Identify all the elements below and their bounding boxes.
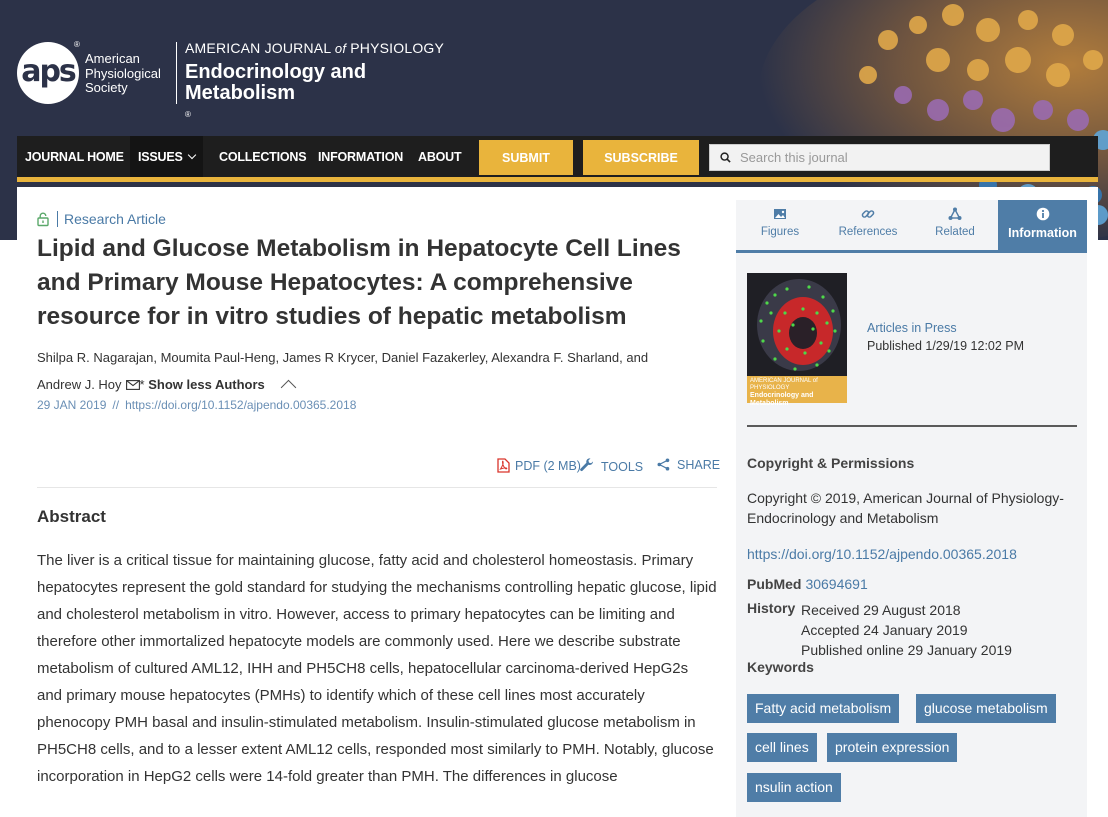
tab-label: Information [1008,226,1077,240]
authors-line-2 [37,371,727,398]
sidebar-tabs [736,200,1087,253]
cover-journal-top: AMERICAN JOURNAL of PHYSIOLOGY [750,378,818,391]
logo-divider [176,42,177,104]
author-list [37,344,727,398]
divider [747,425,1077,427]
nav-information[interactable]: INFORMATION [318,150,404,164]
article-title: Lipid and Glucose Metabolism in Hepatocyte Cell Lines and Primary Mouse Hepatocytes: A comprehensive resource for in vitro studies of hepatic metabolism [37,235,681,330]
publication-date: 29 JAN 2019 [37,398,107,412]
society-line: Physiological [85,65,161,81]
tab-label: Figures [760,226,800,238]
society-name [85,52,161,96]
journal-physiology: PHYSIOLOGY [350,40,445,56]
nav-collections[interactable]: COLLECTIONS [219,150,307,164]
info-icon [1036,207,1050,221]
keyword-tag[interactable]: glucose metabolism [916,694,1056,723]
cover-artwork [747,273,847,376]
society-line: American [85,51,140,66]
keyword-tag[interactable]: Fatty acid metabolism [747,694,899,723]
search-icon [720,152,731,163]
nav-about[interactable]: ABOUT [418,150,462,164]
pdf-icon [497,458,510,473]
pubmed-row [747,576,868,592]
cover-journal-name-2: Metabolism [750,400,789,407]
published-date: Published 1/29/19 12:02 PM [867,339,1025,353]
nav-journal-home[interactable]: JOURNAL HOME [25,150,124,164]
author-name[interactable]: Andrew J. Hoy [37,377,122,392]
tab-related[interactable] [912,200,998,250]
nav-issues[interactable] [130,136,203,177]
network-icon [948,207,962,221]
pdf-label: PDF (2 MB) [515,459,581,473]
copyright-heading: Copyright & Permissions [747,455,915,471]
copyright-text: Copyright © 2019, American Journal of Physiology-Endocrinology and Metabolism [747,490,1064,526]
registered-mark: ® [185,110,191,119]
link-icon [861,207,875,221]
journal-prefix: AMERICAN JOURNAL [185,40,331,56]
journal-title-line2 [185,83,366,130]
society-line: Society [85,80,128,95]
cover-title-band [747,376,847,407]
history-label: History [747,600,796,616]
type-separator [57,211,58,227]
keyword-tag[interactable]: protein expression [827,733,957,762]
doi-link[interactable]: https://doi.org/10.1152/ajpendo.00365.2018 [747,546,1017,562]
search-input[interactable] [740,145,1040,170]
keywords-label: Keywords [747,659,814,675]
history-received: Received 29 August 2018 [801,602,961,618]
tab-information[interactable] [998,200,1087,250]
article-type-row [37,211,166,227]
article-page [17,187,1098,817]
aps-logo[interactable]: aps [17,42,79,104]
registered-mark: ® [74,40,80,49]
tab-label: Related [935,226,975,238]
share-icon [657,458,670,471]
authors-line[interactable]: Shilpa R. Nagarajan, Moumita Paul-Heng, James R Krycer, Daniel Fazakerley, Alexandra F. Sharland, and [37,350,649,365]
cover-journal-name-1: Endocrinology and [750,392,814,399]
journal-cover-image[interactable] [747,273,847,407]
email-icon[interactable] [126,380,140,390]
abstract-text: The liver is a critical tissue for maintaining glucose, fatty acid and cholesterol homeostasis. Primary hepatocytes represent the gold standard for studying the mechanisms controlling hepatic glucose, lipid and cholesterol metabolism in vitro. However, access to primary hepatocytes can be limiting and therefore other immortalized hepatocyte models are commonly used. Here we describe substrate metabolism of cultured AML12, IHH and PH5CH8 cells, hepatocellular carcinoma-derived HepG2s and primary mouse hepatocytes (PMHs) to identify which of these cell lines most accurately phenocopy PMH basal and insulin-stimulated metabolism. Insulin-stimulated glucose metabolism in PH5CH8 cells, and to a lesser extent AML12 cells, responded most similarly to PMH. Notably, glucose incorporation in HepG2 cells were 14-fold greater than PMH. The differences in glucose [37,552,717,785]
abstract-heading: Abstract [37,507,106,526]
journal-title-line1: Endocrinology and [185,61,367,83]
submit-button[interactable]: SUBMIT [479,140,573,175]
subscribe-button[interactable]: SUBSCRIBE [583,140,699,175]
articles-in-press-link[interactable]: Articles in Press [867,321,957,335]
journal-of: of [334,41,347,56]
tools-label: TOOLS [601,460,644,474]
share-label: SHARE [677,458,721,472]
chevron-down-icon [187,151,195,159]
share-button[interactable] [657,458,720,472]
keyword-tag[interactable]: nsulin action [747,773,841,802]
journal-title[interactable] [185,62,366,130]
main-nav [17,136,1098,182]
nav-issues-label: ISSUES [138,150,183,164]
keyword-tag[interactable]: cell lines [747,733,817,762]
doi-link[interactable]: https://doi.org/10.1152/ajpendo.00365.2018 [125,398,357,412]
tools-button[interactable] [579,458,643,474]
history-published: Published online 29 January 2019 [801,642,1012,658]
chevron-up-icon[interactable] [281,380,297,396]
search-box [709,144,1050,171]
pdf-link[interactable] [497,458,581,473]
divider [37,487,717,488]
tab-label: References [838,226,898,238]
corresponding-mark: * [139,377,145,392]
info-sidebar [736,200,1087,817]
journal-title-text: Metabolism [185,82,296,104]
journal-supertitle [185,40,444,56]
article-type: Research Article [64,211,166,227]
wrench-icon [579,458,595,474]
separator: // [112,398,120,412]
open-access-lock-icon [37,212,49,226]
tab-references[interactable] [824,200,912,250]
pubmed-label: PubMed [747,576,802,592]
history-list [801,600,1012,660]
history-accepted: Accepted 24 January 2019 [801,622,968,638]
tab-figures[interactable] [736,200,824,250]
show-less-authors[interactable]: Show less Authors [148,377,265,392]
pubmed-link[interactable]: 30694691 [805,576,868,592]
image-icon [773,207,787,221]
publication-line [37,398,356,412]
